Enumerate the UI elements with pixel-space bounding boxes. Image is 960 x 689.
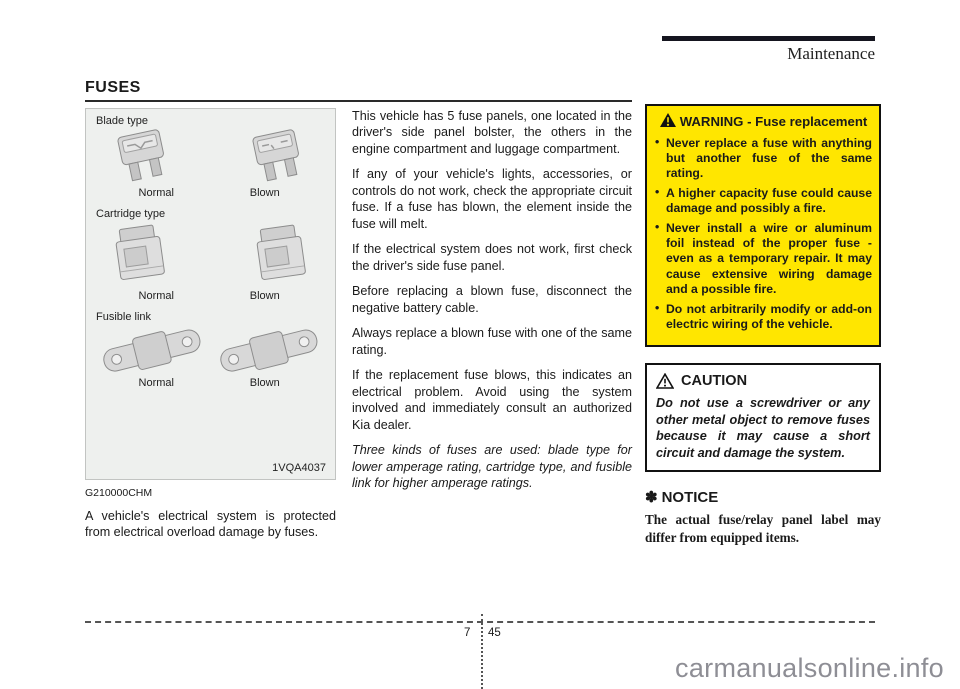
fusible-link-normal-illustration xyxy=(98,323,206,379)
fuse-figure xyxy=(85,108,336,480)
caution-box xyxy=(645,363,881,472)
right-column xyxy=(645,104,881,547)
body-paragraph: Always replace a blown fuse with one of the same rating. xyxy=(352,326,632,357)
page-number: 45 xyxy=(488,627,501,639)
fusible-link-blown-illustration xyxy=(215,323,323,379)
section-code: G210000CHM xyxy=(85,487,153,499)
cartridge-normal-caption: Normal xyxy=(138,290,174,302)
page-title: FUSES xyxy=(85,79,141,96)
title-rule xyxy=(85,100,632,102)
intro-paragraph: A vehicle's electrical system is protected from electrical overload damage by fuses. xyxy=(85,509,336,540)
warning-bullet: • Do not arbitrarily modify or add-on electric wiring of the vehicle. xyxy=(654,302,872,332)
watermark: carmanualsonline.info xyxy=(675,653,944,683)
fusible-blown-caption: Blown xyxy=(249,377,280,389)
caution-label: CAUTION xyxy=(681,373,748,389)
fusible-captions xyxy=(96,377,325,389)
fusible-normal-caption: Normal xyxy=(138,377,174,389)
warning-triangle-icon xyxy=(659,112,677,128)
warning-subtitle: - Fuse replacement xyxy=(743,114,868,129)
fusible-link-row xyxy=(96,323,325,379)
notice-asterisk-icon: ✽ xyxy=(645,489,658,506)
warning-label: WARNING xyxy=(679,114,744,129)
caution-triangle-icon xyxy=(656,373,674,389)
header-rule xyxy=(662,36,875,41)
blade-blown-caption: Blown xyxy=(249,187,280,199)
caution-title xyxy=(656,373,870,389)
blade-fuse-normal-illustration xyxy=(108,127,178,189)
blade-fuse-row xyxy=(96,127,325,189)
notice-label: NOTICE xyxy=(661,489,719,506)
warning-title xyxy=(654,112,872,131)
chapter-header: Maintenance xyxy=(787,44,875,63)
cartridge-type-label: Cartridge type xyxy=(96,208,166,220)
warning-bullet: • Never replace a fuse with anything but another fuse of the same rating. xyxy=(654,136,872,181)
chapter-number: 7 xyxy=(464,627,471,639)
notice-section xyxy=(645,488,881,547)
blade-type-label: Blade type xyxy=(96,115,148,127)
left-column xyxy=(85,108,336,541)
notice-title xyxy=(645,488,881,506)
warning-bullet-list xyxy=(654,136,872,333)
cartridge-fuse-blown-illustration xyxy=(249,220,313,292)
warning-bullet: • A higher capacity fuse could cause damage and possibly a fire. xyxy=(654,186,872,216)
middle-column xyxy=(352,108,632,501)
warning-box xyxy=(645,104,881,347)
body-paragraph: This vehicle has 5 fuse panels, one located in the driver's side panel bolster, the others in the engine compartment and luggage compartment. xyxy=(352,109,632,156)
body-paragraph: If the electrical system does not work, first check the driver's side fuse panel. xyxy=(352,242,632,273)
cartridge-blown-caption: Blown xyxy=(249,290,280,302)
figure-image-code: 1VQA4037 xyxy=(272,462,326,474)
fuse-kinds-note: Three kinds of fuses are used: blade type for lower amperage rating, cartridge type, and fusible link for higher amperage ratings. xyxy=(352,443,632,491)
body-paragraph: Before replacing a blown fuse, disconnect the negative battery cable. xyxy=(352,284,632,315)
footer-divider xyxy=(85,621,875,623)
blade-normal-caption: Normal xyxy=(138,187,174,199)
blade-fuse-blown-illustration xyxy=(243,127,313,189)
cartridge-captions xyxy=(96,290,325,302)
fusible-link-label: Fusible link xyxy=(96,311,152,323)
cartridge-fuse-normal-illustration xyxy=(108,220,172,292)
cartridge-fuse-row xyxy=(96,220,325,292)
notice-text: The actual fuse/relay panel label may differ from equipped items. xyxy=(645,512,881,545)
body-paragraph: If any of your vehicle's lights, accessories, or controls do not work, check the appropriate circuit fuse. If a fuse has blown, the element inside the fuse will melt. xyxy=(352,167,632,231)
caution-text: Do not use a screwdriver or any other metal object to remove fuses because it may cause a short circuit and damage the system. xyxy=(656,396,870,460)
warning-bullet: • Never install a wire or aluminum foil instead of the proper fuse - even as a temporary repair. It may cause extensive wiring damage and a possible fire. xyxy=(654,221,872,297)
footer-vertical-dotted-line xyxy=(481,614,483,689)
blade-captions xyxy=(96,187,325,199)
body-paragraph: If the replacement fuse blows, this indicates an electrical problem. Avoid using the system involved and immediately consult an authorized Kia dealer. xyxy=(352,368,632,432)
